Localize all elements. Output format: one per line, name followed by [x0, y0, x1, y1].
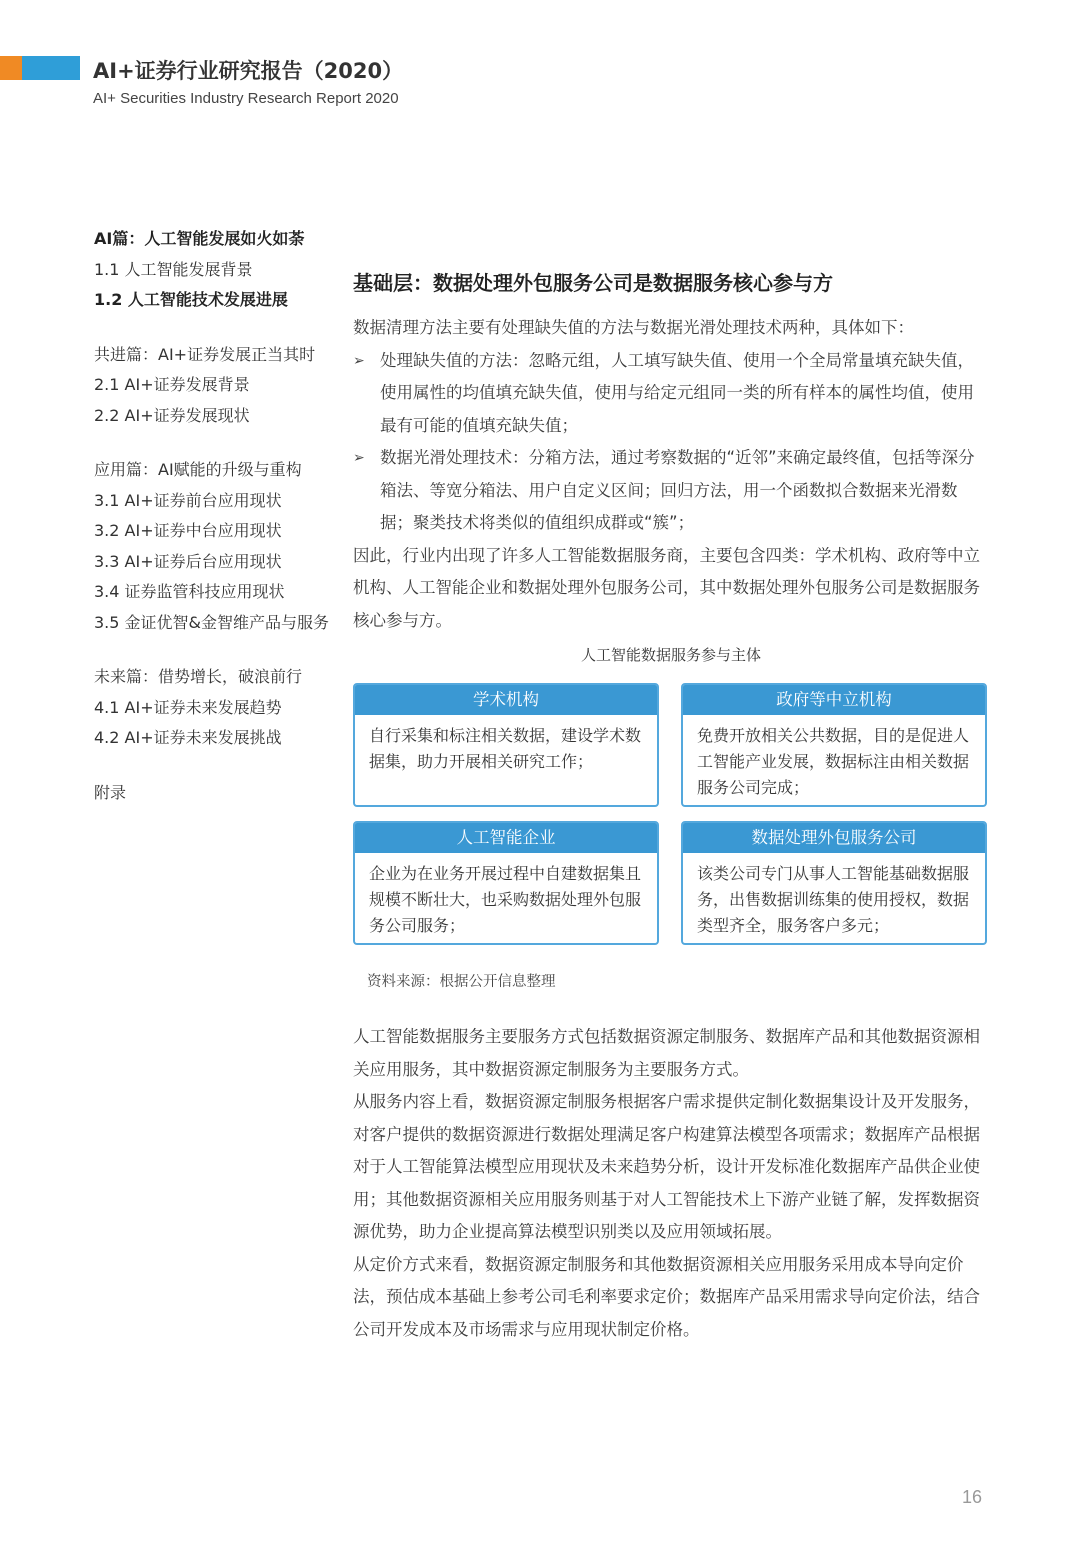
toc-group-ai	[94, 224, 349, 316]
toc-item[interactable]: 1.1 人工智能发展背景	[94, 259, 253, 279]
toc-item[interactable]: 应用篇：AI赋能的升级与重构	[94, 460, 302, 479]
participants-diagram	[353, 683, 989, 945]
card-outsourcing	[681, 821, 987, 945]
body-paragraph: 从定价方式来看，数据资源定制服务和其他数据资源相关应用服务采用成本导向定价法，预估成本基础上参考公司毛利率要求定价；数据库产品采用需求导向定价法，结合公司开发成本及市场需求与应用现状制定价格。	[353, 1254, 980, 1339]
toc-item[interactable]: 未来篇：借势增长，破浪前行	[94, 667, 303, 686]
card-title: 学术机构	[355, 685, 657, 715]
card-body: 企业为在业务开展过程中自建数据集且规模不断壮大，也采购数据处理外包服务公司服务；	[369, 864, 642, 935]
header-blue-bar	[22, 56, 80, 80]
report-subtitle: AI+ Securities Industry Research Report 2020	[93, 90, 399, 107]
toc-item[interactable]: 3.5 金证优智&金智维产品与服务	[94, 612, 330, 632]
toc-group-yingyong	[94, 455, 349, 638]
body-paragraph: 人工智能数据服务主要服务方式包括数据资源定制服务、数据库产品和其他数据资源相关应用服务，其中数据资源定制服务为主要服务方式。	[353, 1027, 980, 1079]
toc-item[interactable]: 3.4 证券监管科技应用现状	[94, 582, 285, 601]
bullet-item	[353, 345, 989, 443]
toc-item[interactable]: 3.3 AI+证券后台应用现状	[94, 551, 282, 571]
card-government	[681, 683, 987, 807]
card-title: 人工智能企业	[355, 823, 657, 853]
toc-group-weilai	[94, 662, 349, 754]
arrow-bullet-icon: ➢	[353, 352, 365, 369]
toc-item-appendix[interactable]: 附录	[94, 782, 127, 802]
toc-item[interactable]: 4.2 AI+证券未来发展挑战	[94, 728, 282, 747]
card-body: 自行采集和标注相关数据，建设学术数据集，助力开展相关研究工作；	[369, 726, 642, 771]
toc-item[interactable]: AI篇：人工智能发展如火如荼	[94, 229, 305, 248]
arrow-bullet-icon: ➢	[353, 450, 365, 466]
card-body: 该类公司专门从事人工智能基础数据服务，出售数据训练集的使用授权，数据类型齐全，服务客户多元；	[697, 864, 970, 935]
header-orange-bar	[0, 56, 22, 80]
page-number: 16	[962, 1487, 983, 1507]
bullet-item	[353, 442, 989, 540]
toc-item[interactable]: 4.1 AI+证券未来发展趋势	[94, 697, 282, 717]
toc-item[interactable]: 3.2 AI+证券中台应用现状	[94, 521, 282, 540]
intro-paragraph: 数据清理方法主要有处理缺失值的方法与数据光滑处理技术两种，具体如下：	[353, 318, 914, 337]
card-ai-enterprise	[353, 821, 659, 945]
main-content	[353, 266, 989, 1346]
toc-group-appendix	[94, 778, 349, 809]
toc-item-current[interactable]: 1.2 人工智能技术发展进展	[94, 290, 288, 309]
card-body: 免费开放相关公共数据，目的是促进人工智能产业发展，数据标注由相关数据服务公司完成；	[697, 726, 970, 797]
toc-item[interactable]: 共进篇：AI+证券发展正当其时	[94, 344, 316, 364]
body-paragraph: 从服务内容上看，数据资源定制服务根据客户需求提供定制化数据集设计及开发服务，对客户提供的数据资源进行数据处理满足客户构建算法模型各项需求；数据库产品根据对于人工智能算法模型应用现状及未来趋势分析，设计开发标准化数据库产品供企业使用；其他数据资源相关应用服务则基于对人工智能技术上下游产业链了解，发挥数据资源优势，助力企业提高算法模型识别类以及应用领域拓展。	[353, 1092, 980, 1241]
bullet-text: 处理缺失值的方法：忽略元组，人工填写缺失值、使用一个全局常量填充缺失值，使用属性的均值填充缺失值，使用与给定元组同一类的所有样本的属性均值，使用最有可能的值填充缺失值；	[380, 350, 974, 435]
toc-item[interactable]: 2.1 AI+证券发展背景	[94, 375, 250, 394]
figure-caption: 人工智能数据服务参与主体	[580, 646, 761, 664]
figure-source: 资料来源：根据公开信息整理	[367, 974, 556, 990]
bullet-text: 数据光滑处理技术：分箱方法，通过考察数据的“近邻”来确定最终值，包括等深分箱法、等宽分箱法、用户自定义区间；回归方法，用一个函数拟合数据来光滑数据；聚类技术将类似的值组织成群或“簇”；	[380, 448, 975, 532]
card-academic	[353, 683, 659, 807]
toc-group-gongjin	[94, 340, 349, 432]
table-of-contents	[94, 224, 349, 832]
toc-item[interactable]: 3.1 AI+证券前台应用现状	[94, 490, 282, 510]
section-title: 基础层：数据处理外包服务公司是数据服务核心参与方	[353, 271, 833, 295]
report-title: AI+证券行业研究报告（2020）	[93, 59, 404, 83]
card-title: 政府等中立机构	[683, 685, 985, 715]
body-paragraph: 因此，行业内出现了许多人工智能数据服务商，主要包含四类：学术机构、政府等中立机构、人工智能企业和数据处理外包服务公司，其中数据处理外包服务公司是数据服务核心参与方。	[353, 545, 980, 630]
toc-item[interactable]: 2.2 AI+证券发展现状	[94, 405, 250, 425]
card-title: 数据处理外包服务公司	[683, 823, 985, 853]
